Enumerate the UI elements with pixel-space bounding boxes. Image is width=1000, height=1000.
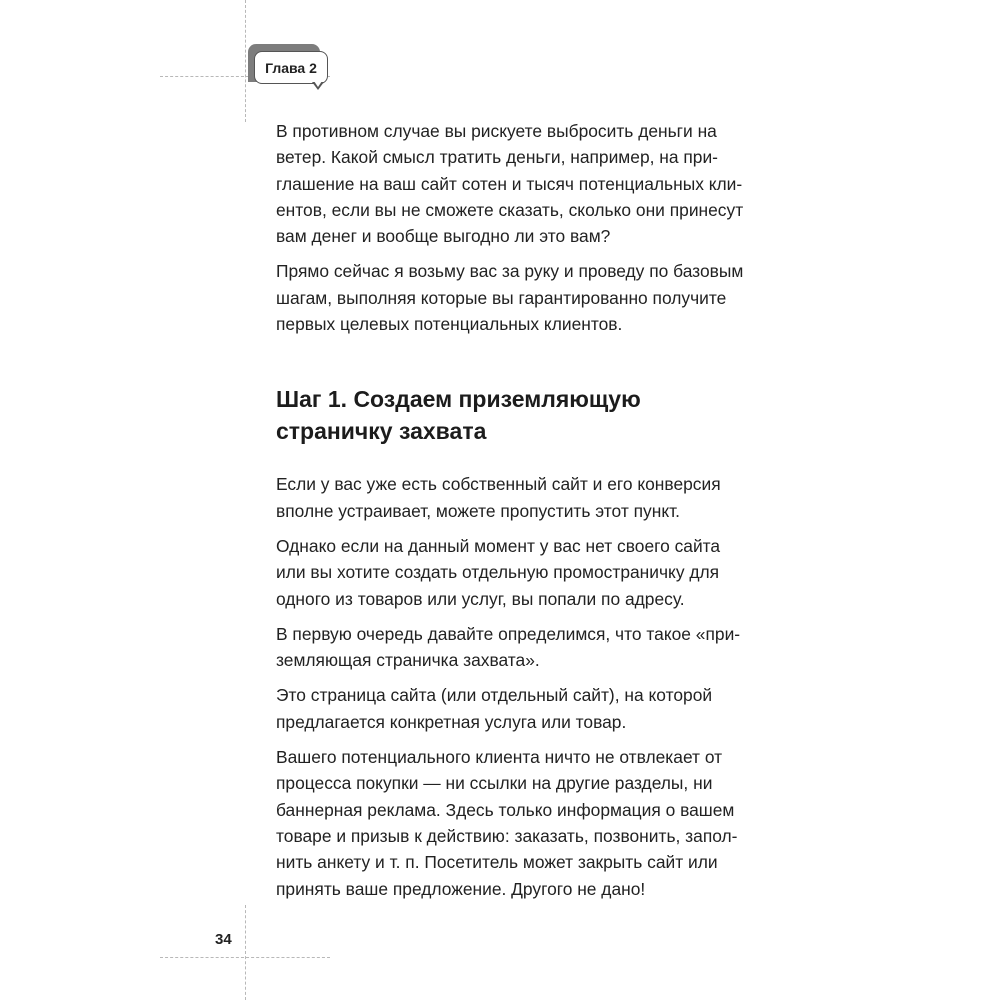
section-paragraph-2: [276, 533, 746, 612]
section-paragraph-5: [276, 744, 746, 902]
text-line: В противном случае вы рискуете выбросить деньги на: [276, 121, 717, 141]
section-paragraph-4: [276, 682, 746, 735]
intro-paragraph-2: [276, 258, 746, 337]
page-number: 34: [215, 931, 232, 948]
text-line: вполне устраивает, можете пропустить этот пункт.: [276, 500, 681, 521]
text-line: или вы хотите создать отдельную промостраничку для: [276, 562, 720, 583]
section-heading: [276, 383, 746, 447]
text-line: первых целевых потенциальных клиентов.: [276, 314, 623, 335]
chapter-tab: [254, 51, 328, 84]
heading-line: Шаг 1. Создаем приземляющую: [276, 386, 641, 413]
heading-line: страничку захвата: [276, 418, 487, 445]
text-line: Прямо сейчас я возьму вас за руку и проведу по базовым: [276, 261, 744, 282]
text-line: Если у вас уже есть собственный сайт и его конверсия: [276, 474, 721, 495]
text-line: глашение на ваш сайт сотен и тысяч потенциальных кли-: [276, 173, 743, 194]
crop-guide-horizontal-bottom: [160, 957, 330, 958]
text-line: Вашего потенциального клиента ничто не отвлекает от: [276, 747, 723, 768]
text-line: принять ваше предложение. Другого не дано!: [276, 878, 646, 899]
intro-paragraph-1: [276, 118, 746, 249]
page-content: [276, 118, 746, 911]
text-line: процесса покупки — ни ссылки на другие разделы, ни: [276, 773, 713, 794]
text-line: шагам, выполняя которые вы гарантированно получите: [276, 287, 727, 308]
text-line: Это страница сайта (или отдельный сайт), на которой: [276, 685, 713, 706]
text-line: товаре и призыв к действию: заказать, позвонить, запол-: [276, 825, 738, 846]
chapter-tab-label: Глава 2: [265, 59, 317, 76]
section-paragraph-1: [276, 471, 746, 524]
text-line: одного из товаров или услуг, вы попали по адресу.: [276, 588, 685, 609]
text-line: предлагается конкретная услуга или товар.: [276, 711, 627, 732]
chapter-tab-pointer-fill: [314, 81, 322, 87]
text-line: В первую очередь давайте определимся, что такое «при-: [276, 623, 741, 644]
crop-guide-vertical-bottom: [245, 905, 246, 1000]
text-line: Однако если на данный момент у вас нет своего сайта: [276, 535, 721, 556]
text-line: ентов, если вы не сможете сказать, сколько они принесут: [276, 199, 744, 220]
text-line: земляющая страничка захвата».: [276, 650, 540, 671]
text-line: ветер. Какой смысл тратить деньги, например, на при-: [276, 147, 718, 168]
text-line: баннерная реклама. Здесь только информация о вашем: [276, 799, 735, 820]
text-line: вам денег и вообще выгодно ли это вам?: [276, 226, 611, 247]
crop-guide-vertical-top: [245, 0, 246, 122]
section-paragraph-3: [276, 621, 746, 674]
text-line: нить анкету и т. п. Посетитель может закрыть сайт или: [276, 852, 718, 873]
